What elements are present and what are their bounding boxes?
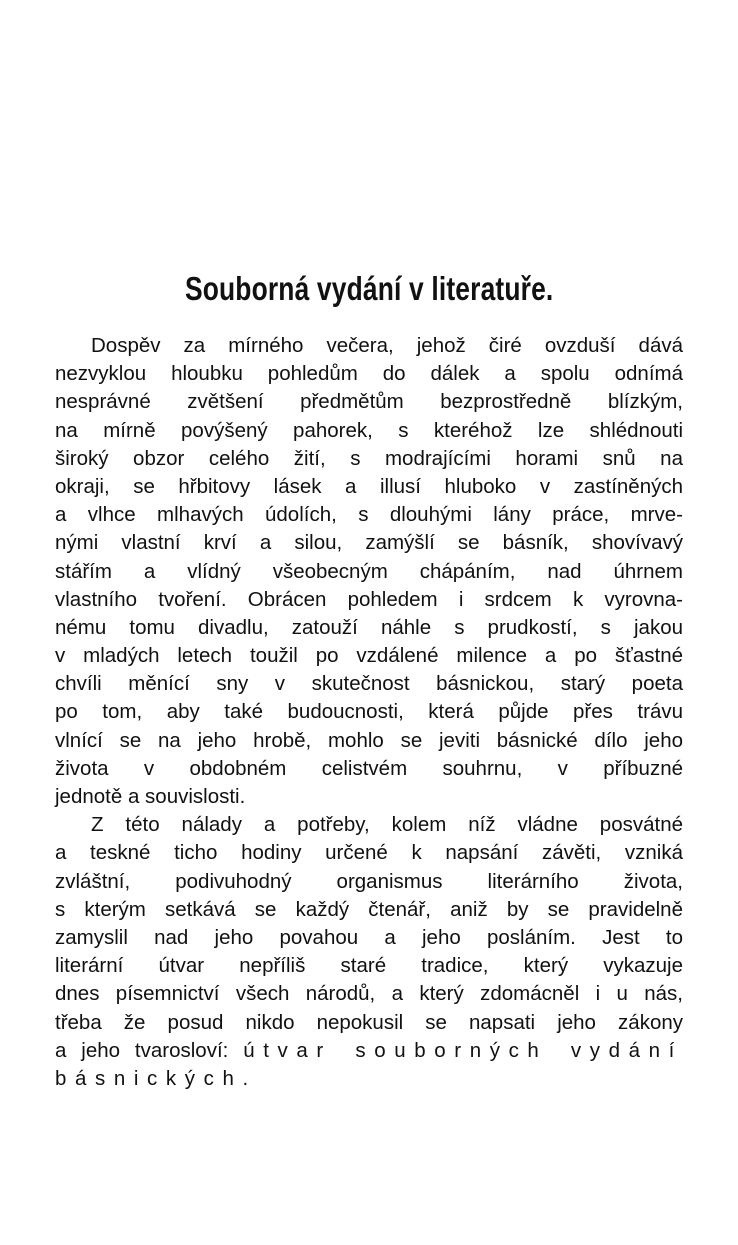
text-line: a teskné ticho hodiny určené k napsání závěti, vzniká (55, 841, 683, 865)
text-line: nesprávné zvětšení předmětům bezprostředně blízkým, (55, 390, 683, 414)
spaced-emphasis: útvar souborných vydání (243, 1038, 683, 1062)
text-line: zamyslil nad jeho povahou a jeho posláním. Jest to (55, 925, 683, 949)
text-line: na mírně povýšený pahorek, s kteréhož lze shlédnouti (55, 418, 683, 442)
text-line: stářím a vlídný všeobecným chápáním, nad úhrnem (55, 559, 683, 583)
text-line: literární útvar nepříliš staré tradice, který vykazuje (55, 954, 683, 978)
text-line: vlastního tvoření. Obrácen pohledem i srdcem k vyrovna- (55, 587, 683, 611)
text-line-with-spaced-emphasis (55, 1037, 683, 1065)
text-fragment: a jeho tvarosloví: (55, 1038, 244, 1062)
text-line: okraji, se hřbitovy lásek a illusí hluboko v zastíněných (55, 474, 683, 498)
text-line: života v obdobném celistvém souhrnu, v příbuzné (55, 756, 683, 780)
text-line: nému tomu divadlu, zatouží náhle s prudkostí, s jakou (55, 615, 683, 639)
text-line: třeba že posud nikdo nepokusil se napsati jeho zákony (55, 1010, 683, 1034)
text-line: po tom, aby také budoucnosti, která půjde přes trávu (55, 700, 683, 724)
text-line: široký obzor celého žití, s modrajícími horami snů na (55, 446, 683, 470)
text-line: vlnící se na jeho hrobě, mohlo se jeviti básnické dílo jeho (55, 728, 683, 752)
text-line: Z této nálady a potřeby, kolem níž vládne posvátné (91, 813, 683, 837)
text-line: s kterým setkává se každý čtenář, aniž by se pravidelně (55, 897, 683, 921)
body-text (55, 332, 683, 1093)
text-line: nými vlastní krví a silou, zamýšlí se básník, shovívavý (55, 531, 683, 555)
text-line: zvláštní, podivuhodný organismus literárního života, (55, 869, 683, 893)
spaced-emphasis-line: básnických. (55, 1066, 257, 1090)
chapter-title: Souborná vydání v literatuře. (184, 270, 554, 307)
text-line: jednotě a souvislosti. (55, 785, 246, 808)
text-line: Dospěv za mírného večera, jehož čiré ovzduší dává (91, 334, 683, 357)
text-line: dnes písemnictví všech národů, a který zdomácněl i u nás, (55, 982, 683, 1006)
text-line: chvíli měnící sny v skutečnost básnickou, starý poeta (55, 672, 683, 696)
text-line: a vlhce mlhavých údolích, s dlouhými lány práce, mrve- (55, 503, 683, 527)
text-line: v mladých letech toužil po vzdálené milence a po šťastné (55, 644, 683, 668)
text-line: nezvyklou hloubku pohledům do dálek a spolu odnímá (55, 362, 683, 386)
